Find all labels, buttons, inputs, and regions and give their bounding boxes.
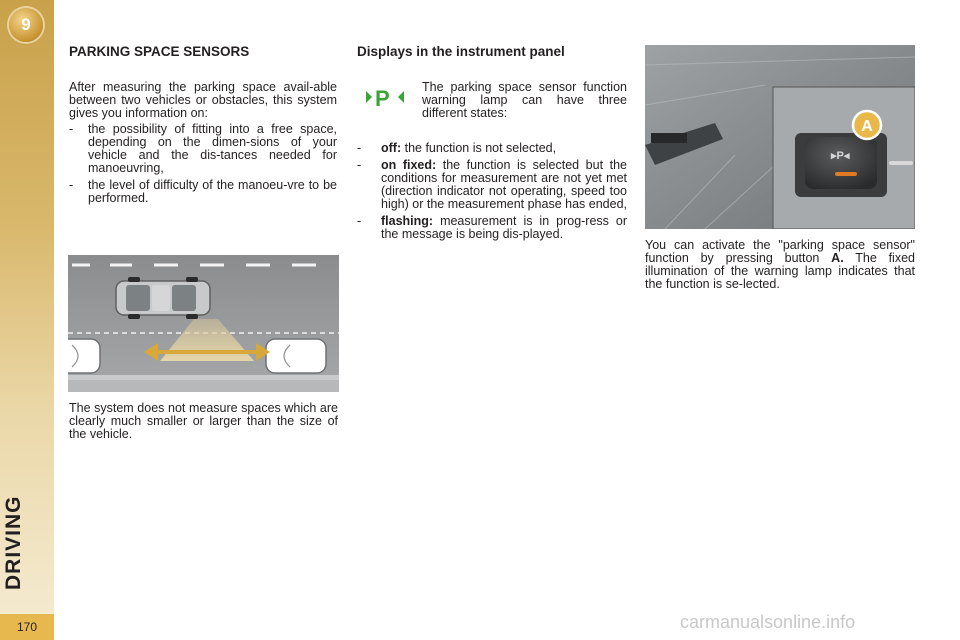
parking-sensor-warning-lamp-icon	[365, 86, 407, 108]
chapter-number: 9	[21, 15, 31, 34]
lamp-states-list	[357, 142, 627, 245]
warning-lamp-intro: The parking space sensor function warning lamp can have three different states:	[422, 80, 627, 120]
section-heading-parking-sensors: PARKING SPACE SENSORS	[69, 44, 250, 59]
activation-paragraph: You can activate the "parking space sensor" function by pressing button A. The fixed illumination of the warning lamp indicates that the function is se-lected.	[645, 238, 915, 291]
section-heading-displays: Displays in the instrument panel	[357, 44, 565, 59]
intro-paragraph: After measuring the parking space avail-able between two vehicles or obstacles, this system gives you information on:	[69, 80, 337, 120]
list-item: - the possibility of fitting into a free space, depending on the dimen-sions of your vehicle and the dis-tances needed for manoeuvring,	[69, 122, 337, 175]
page-number: 170	[16, 620, 38, 634]
list-item: - off: the function is not selected,	[357, 141, 557, 155]
chapter-title: DRIVING	[2, 495, 25, 590]
info-list	[69, 123, 337, 209]
button-a-marker: A	[861, 118, 873, 135]
dashboard-button-photo	[645, 45, 915, 229]
list-item: - the level of difficulty of the manoeu-vre to be performed.	[69, 178, 337, 205]
chapter-sidebar	[0, 0, 54, 640]
figure-caption: The system does not measure spaces which are clearly much smaller or larger than the size of the vehicle.	[69, 401, 338, 441]
watermark: carmanualsonline.info	[680, 612, 856, 632]
parking-space-diagram	[68, 255, 339, 392]
list-item: - flashing: measurement is in prog-ress or the message is being dis-played.	[357, 214, 627, 241]
parking-diagram-illustration	[68, 255, 339, 392]
page-number-box	[0, 614, 54, 640]
chapter-badge	[9, 8, 43, 42]
svg-text:▸P◂: ▸P◂	[831, 150, 850, 162]
dashboard-photo-illustration	[645, 45, 915, 229]
list-item: - on fixed: the function is selected but the conditions for measurement are not yet met (direction indicator not operating, speed too high) or the measurement phase has ended,	[357, 158, 627, 211]
svg-text:P: P	[375, 86, 390, 108]
